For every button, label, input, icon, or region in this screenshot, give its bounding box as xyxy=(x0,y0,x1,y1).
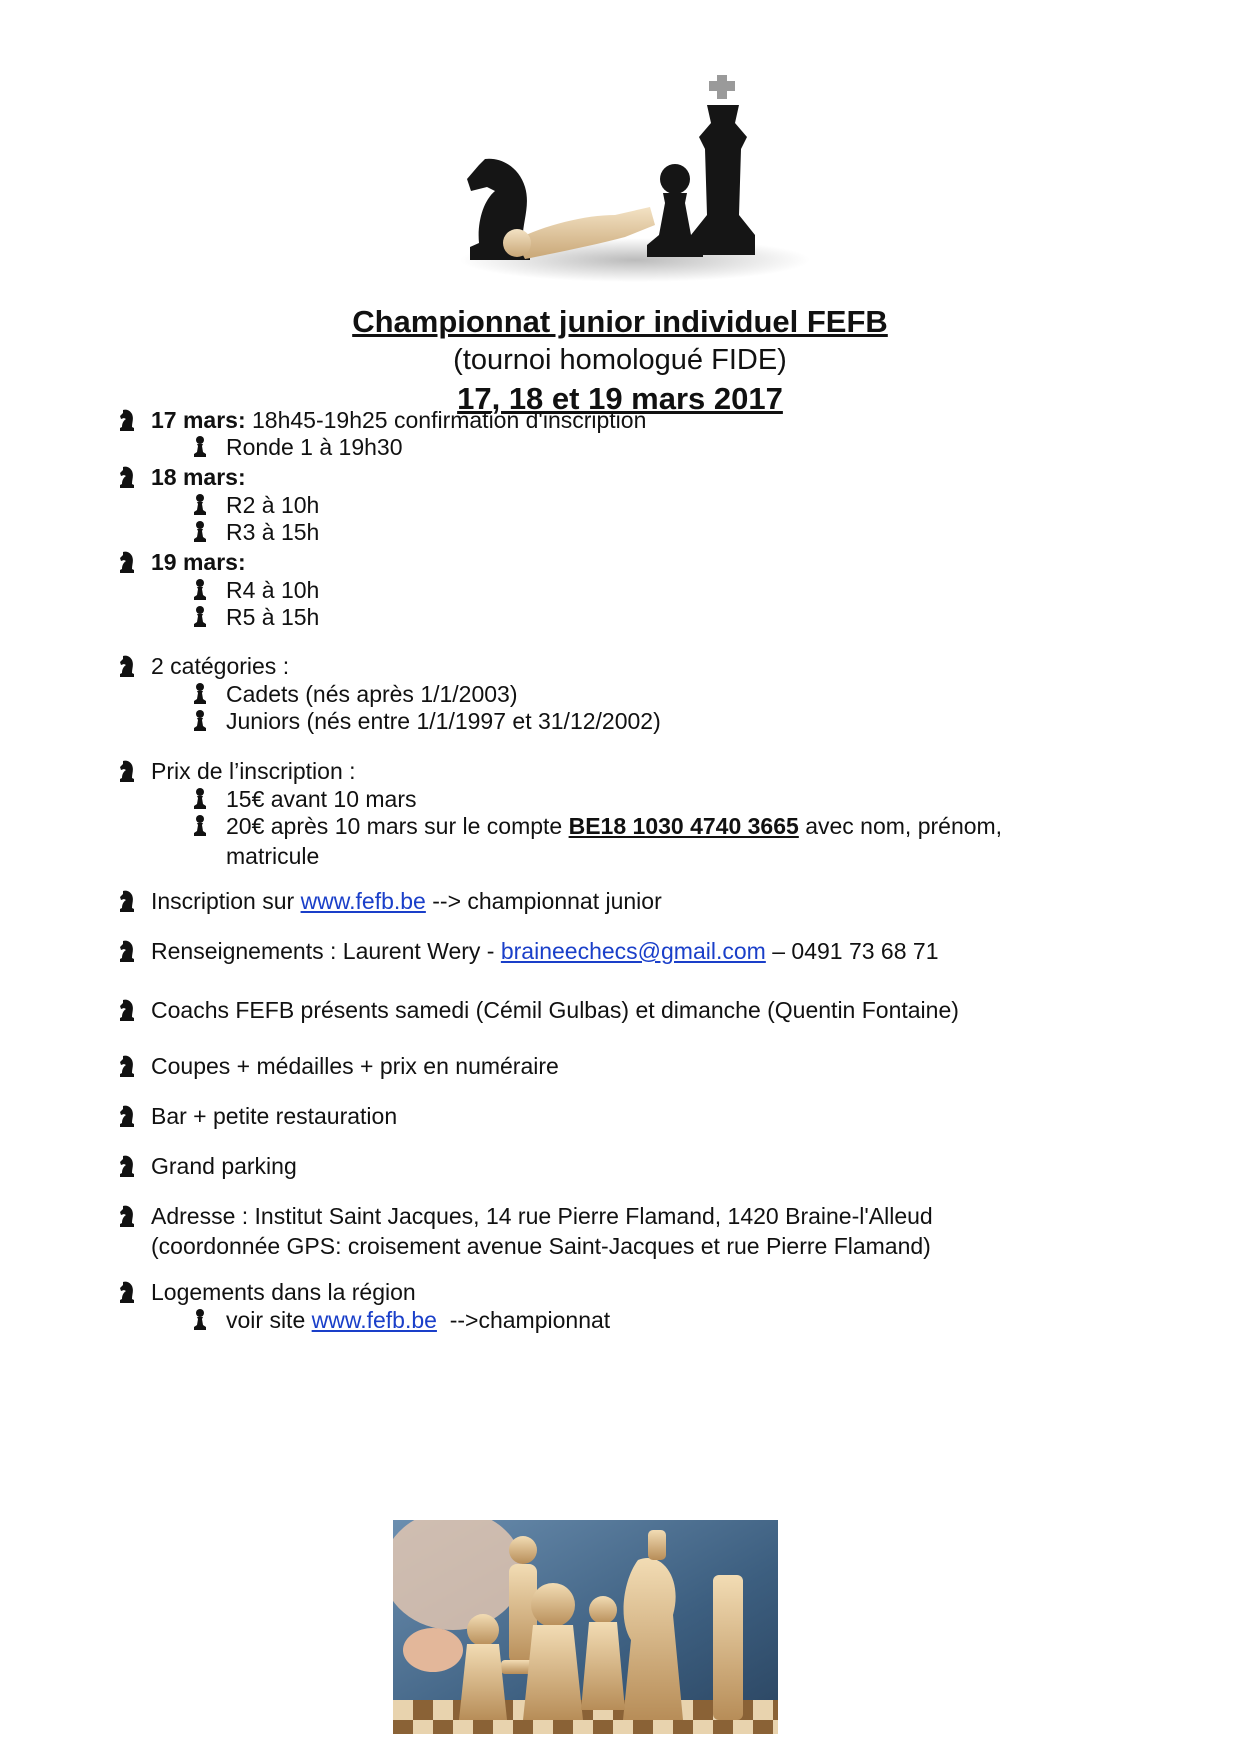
knight-bullet-icon xyxy=(118,1280,136,1304)
sub-item-price-after xyxy=(193,811,1093,871)
knight-bullet-icon xyxy=(118,759,136,783)
sub-item-round4 xyxy=(193,575,1093,605)
list-item-price xyxy=(118,756,1158,786)
event-dates: 17, 18 et 19 mars 2017 xyxy=(457,381,783,416)
knight-bullet-icon xyxy=(118,939,136,963)
pawn-bullet-icon xyxy=(193,493,207,515)
address-line1: Adresse : Institut Saint Jacques, 14 rue Pierre Flamand, 1420 Braine-l'Alleud xyxy=(151,1203,933,1229)
pawn-bullet-icon xyxy=(193,435,207,457)
info-suffix: – 0491 73 68 71 xyxy=(765,938,939,964)
pawn-bullet-icon xyxy=(193,709,207,731)
price-label: Prix de l’inscription : xyxy=(151,758,356,784)
list-item-parking xyxy=(118,1151,1158,1181)
sub-item-round5 xyxy=(193,602,1093,632)
list-item-prizes xyxy=(118,1051,1158,1081)
round-1-text: Ronde 1 à 19h30 xyxy=(226,434,403,460)
lodging-prefix: voir site xyxy=(226,1307,312,1333)
categories-label: 2 catégories : xyxy=(151,653,290,679)
knight-bullet-icon xyxy=(118,1054,136,1078)
bank-account-number: BE18 1030 4740 3665 xyxy=(568,813,799,839)
round-3-text: R3 à 15h xyxy=(226,519,320,545)
category-cadets: Cadets (nés après 1/1/2003) xyxy=(226,681,518,707)
list-item-bar xyxy=(118,1101,1158,1131)
info-prefix: Renseignements : Laurent Wery - xyxy=(151,938,501,964)
sub-item-price-before xyxy=(193,784,1093,814)
pawn-bullet-icon xyxy=(193,578,207,600)
knight-bullet-icon xyxy=(118,998,136,1022)
sub-item-round2 xyxy=(193,490,1093,520)
parking-text: Grand parking xyxy=(151,1153,297,1179)
bar-text: Bar + petite restauration xyxy=(151,1103,398,1129)
knight-bullet-icon xyxy=(118,408,136,432)
lodging-suffix: -->championnat xyxy=(436,1307,611,1333)
knight-bullet-icon xyxy=(118,654,136,678)
knight-bullet-icon xyxy=(118,1154,136,1178)
page-subtitle: (tournoi homologué FIDE) xyxy=(453,344,787,376)
registration-suffix: --> championnat junior xyxy=(425,888,662,914)
registration-prefix: Inscription sur xyxy=(151,888,301,914)
price-after-prefix: 20€ après 10 mars sur le compte xyxy=(226,813,569,839)
list-item-day3 xyxy=(118,547,1158,577)
knight-bullet-icon xyxy=(118,1204,136,1228)
knight-bullet-icon xyxy=(118,889,136,913)
day2-label: 18 mars: xyxy=(151,464,246,490)
list-item-categories xyxy=(118,651,1158,681)
sub-item-juniors xyxy=(193,706,1093,736)
sub-item-cadets xyxy=(193,679,1093,709)
round-4-text: R4 à 10h xyxy=(226,577,320,603)
sub-item-round3 xyxy=(193,517,1093,547)
day1-label: 17 mars: xyxy=(151,407,246,433)
address-line2: (coordonnée GPS: croisement avenue Saint-Jacques et rue Pierre Flamand) xyxy=(151,1233,931,1259)
pawn-bullet-icon xyxy=(193,520,207,542)
pawn-bullet-icon xyxy=(193,787,207,809)
knight-bullet-icon xyxy=(118,550,136,574)
category-juniors: Juniors (nés entre 1/1/1997 et 31/12/2002) xyxy=(226,708,661,734)
page-title: Championnat junior individuel FEFB xyxy=(352,304,888,339)
price-after-suffix: avec nom, prénom, xyxy=(798,813,1003,839)
prizes-text: Coupes + médailles + prix en numéraire xyxy=(151,1053,559,1079)
contact-email-link[interactable]: braineechecs@gmail.com xyxy=(500,938,766,964)
day1-text: 18h45-19h25 confirmation d'inscription xyxy=(245,407,647,433)
pawn-bullet-icon xyxy=(193,605,207,627)
list-item-lodging xyxy=(118,1277,1158,1307)
round-2-text: R2 à 10h xyxy=(226,492,320,518)
list-item-address xyxy=(118,1201,1158,1261)
pawn-bullet-icon xyxy=(193,814,207,836)
pawn-bullet-icon xyxy=(193,1308,207,1330)
child-playing-chess-image xyxy=(393,1520,778,1734)
chess-pieces-image xyxy=(455,75,810,290)
knight-bullet-icon xyxy=(118,465,136,489)
list-item-coaches xyxy=(118,995,1158,1025)
list-item-info xyxy=(118,936,1158,966)
round-5-text: R5 à 15h xyxy=(226,604,320,630)
sub-item-lodging-site xyxy=(193,1305,1093,1335)
list-item-registration xyxy=(118,886,1158,916)
lodging-label: Logements dans la région xyxy=(151,1279,416,1305)
list-item-day2 xyxy=(118,462,1158,492)
registration-link[interactable]: www.fefb.be xyxy=(300,888,426,914)
coaches-text: Coachs FEFB présents samedi (Cémil Gulbas) et dimanche (Quentin Fontaine) xyxy=(151,997,959,1023)
day3-label: 19 mars: xyxy=(151,549,246,575)
price-before: 15€ avant 10 mars xyxy=(226,786,417,812)
sub-item-round1 xyxy=(193,432,1093,462)
knight-bullet-icon xyxy=(118,1104,136,1128)
list-item-day1 xyxy=(118,405,1158,435)
price-after-line2: matricule xyxy=(226,843,320,869)
pawn-bullet-icon xyxy=(193,682,207,704)
lodging-link[interactable]: www.fefb.be xyxy=(311,1307,437,1333)
title-block xyxy=(0,303,1240,419)
